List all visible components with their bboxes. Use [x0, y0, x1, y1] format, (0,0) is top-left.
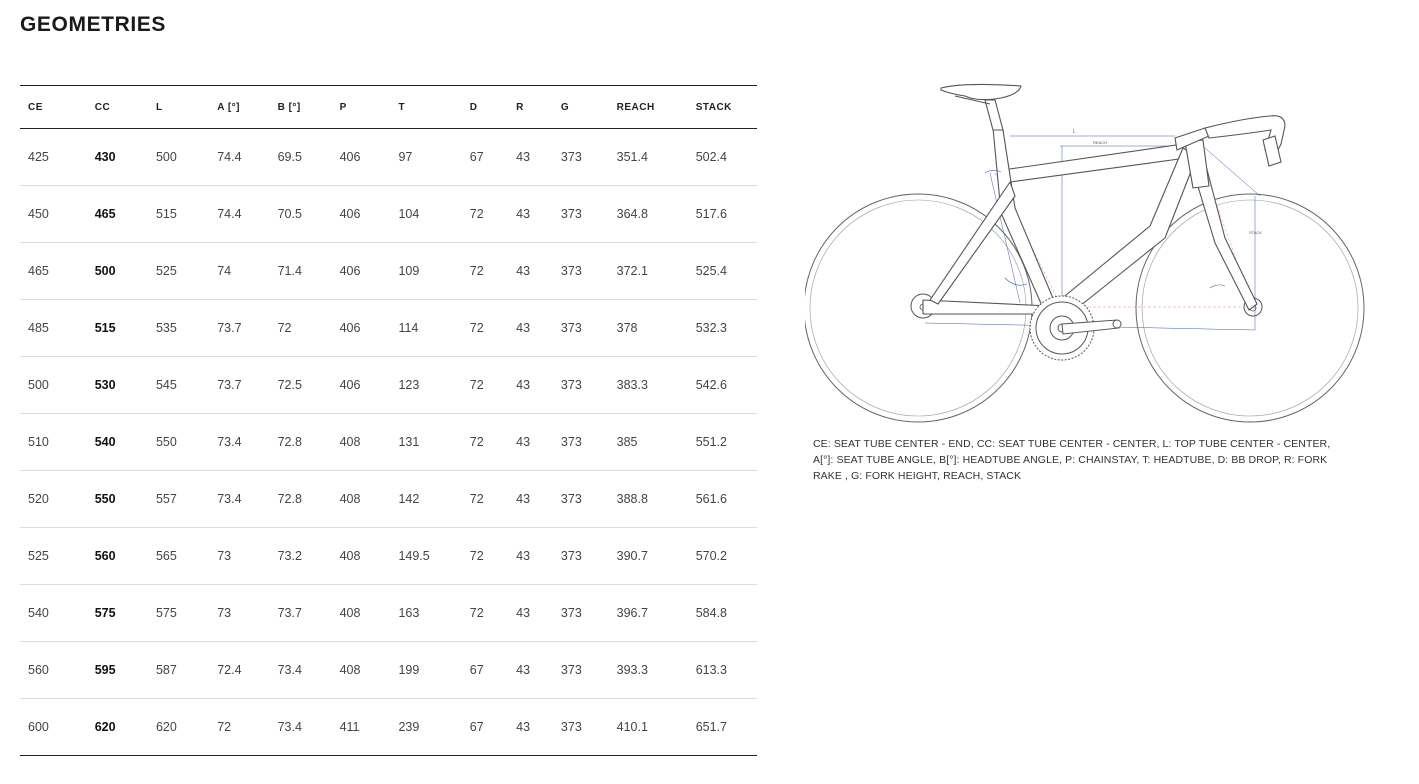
table-cell: 542.6	[695, 378, 727, 392]
table-cell: 43	[516, 492, 531, 506]
table-cell: 149.5	[398, 549, 430, 563]
table-cell: 406	[339, 207, 361, 221]
column-header: REACH	[616, 101, 655, 113]
table-cell: 584.8	[695, 606, 727, 620]
table-cell: 540	[28, 606, 49, 620]
table-cell: 535	[155, 321, 177, 335]
table-cell: 73.2	[277, 549, 302, 563]
table-cell: 408	[339, 606, 361, 620]
table-cell: 525.4	[695, 264, 727, 278]
table-cell: 485	[28, 321, 49, 335]
table-cell: 500	[155, 150, 177, 164]
column-header: D	[469, 101, 478, 113]
table-row	[20, 699, 757, 756]
geometry-legend: CE: SEAT TUBE CENTER - END, CC: SEAT TUBE CENTER - CENTER, L: TOP TUBE CENTER - CENTER, A[°]: SEAT TUBE ANGLE, B[°]: HEADTUBE ANGLE, P: CHAINSTAY, T: HEADTUBE, D: BB DROP, R: FORK RAKE , G: FORK HEIGHT, REACH, STACK	[813, 438, 1331, 482]
table-cell: 430	[94, 150, 116, 164]
table-cell: 131	[398, 435, 420, 449]
table-row	[20, 642, 757, 699]
table-cell: 550	[155, 435, 177, 449]
table-row	[20, 243, 757, 300]
table-cell: 72.8	[277, 435, 302, 449]
table-cell: 510	[28, 435, 49, 449]
page-title: GEOMETRIES	[20, 13, 167, 36]
table-cell: 595	[94, 663, 116, 677]
table-cell: 408	[339, 492, 361, 506]
table-cell: 104	[398, 207, 420, 221]
table-cell: 560	[28, 663, 49, 677]
table-cell: 587	[155, 663, 177, 677]
table-cell: 43	[516, 606, 531, 620]
table-cell: 97	[398, 150, 413, 164]
column-header: L	[155, 101, 163, 113]
table-cell: 73	[217, 606, 232, 620]
geometry-table-header	[20, 86, 757, 129]
table-cell: 372.1	[616, 264, 648, 278]
column-header: CC	[94, 101, 111, 113]
table-cell: 520	[28, 492, 49, 506]
table-row	[20, 585, 757, 642]
table-cell: 72.5	[277, 378, 302, 392]
table-cell: 561.6	[695, 492, 727, 506]
table-cell: 72	[217, 720, 232, 734]
table-cell: 73.4	[277, 720, 302, 734]
table-cell: 43	[516, 663, 531, 677]
table-cell: 373	[560, 378, 582, 392]
table-cell: 393.3	[616, 663, 648, 677]
table-cell: 74	[217, 264, 232, 278]
table-cell: 551.2	[695, 435, 727, 449]
table-cell: 74.4	[217, 150, 242, 164]
table-cell: 163	[398, 606, 420, 620]
table-cell: 411	[339, 720, 360, 734]
table-cell: 465	[28, 264, 49, 278]
column-header: T	[398, 101, 406, 113]
table-cell: 545	[155, 378, 177, 392]
table-cell: 450	[28, 207, 49, 221]
table-cell: 239	[398, 720, 420, 734]
table-cell: 408	[339, 435, 361, 449]
table-cell: 43	[516, 549, 531, 563]
table-cell: 373	[560, 720, 582, 734]
table-cell: 373	[560, 207, 582, 221]
table-cell: 390.7	[616, 549, 648, 563]
table-cell: 72	[469, 264, 484, 278]
bike-frame	[923, 128, 1257, 314]
table-cell: 123	[398, 378, 420, 392]
table-row	[20, 528, 757, 585]
header-row	[20, 86, 757, 129]
table-row	[20, 300, 757, 357]
table-cell: 500	[94, 264, 116, 278]
table-cell: 72	[469, 378, 484, 392]
table-cell: 373	[560, 606, 582, 620]
table-cell: 373	[560, 663, 582, 677]
table-cell: 570.2	[695, 549, 727, 563]
table-cell: 43	[516, 150, 531, 164]
column-header: G	[560, 101, 570, 113]
table-cell: 406	[339, 264, 361, 278]
table-cell: 67	[469, 720, 484, 734]
table-cell: 43	[516, 720, 531, 734]
table-cell: 378	[616, 321, 638, 335]
table-cell: 406	[339, 150, 361, 164]
table-cell: 560	[94, 549, 116, 563]
seatpost-saddle	[941, 84, 1021, 130]
table-cell: 515	[155, 207, 177, 221]
geometry-table	[20, 85, 757, 756]
table-cell: 109	[398, 264, 420, 278]
table-cell: 502.4	[695, 150, 727, 164]
table-cell: 600	[28, 720, 49, 734]
table-cell: 69.5	[277, 150, 302, 164]
label-reach: REACH	[1093, 140, 1108, 145]
table-cell: 70.5	[277, 207, 302, 221]
table-cell: 43	[516, 264, 531, 278]
table-cell: 540	[94, 435, 116, 449]
table-cell: 575	[94, 606, 116, 620]
table-cell: 557	[155, 492, 177, 506]
column-header: CE	[28, 101, 43, 113]
table-cell: 43	[516, 207, 531, 221]
table-cell: 43	[516, 378, 531, 392]
table-row	[20, 357, 757, 414]
label-l: L	[1073, 129, 1076, 135]
table-cell: 465	[94, 207, 116, 221]
table-row	[20, 471, 757, 528]
table-cell: 408	[339, 663, 361, 677]
table-cell: 72.4	[217, 663, 242, 677]
table-cell: 373	[560, 492, 582, 506]
table-cell: 385	[616, 435, 638, 449]
table-cell: 74.4	[217, 207, 242, 221]
table-cell: 388.8	[616, 492, 648, 506]
table-cell: 72	[469, 492, 484, 506]
table-cell: 575	[155, 606, 177, 620]
table-cell: 73	[217, 549, 232, 563]
table-cell: 73.7	[217, 378, 242, 392]
table-cell: 620	[94, 720, 116, 734]
label-stack: STACK	[1249, 230, 1263, 235]
table-cell: 383.3	[616, 378, 648, 392]
table-cell: 73.4	[217, 492, 242, 506]
table-cell: 43	[516, 435, 531, 449]
table-cell: 72	[469, 549, 484, 563]
table-cell: 71.4	[277, 264, 302, 278]
table-cell: 517.6	[695, 207, 727, 221]
table-cell: 373	[560, 264, 582, 278]
table-cell: 142	[398, 492, 420, 506]
column-header: B [°]	[277, 101, 301, 113]
table-cell: 72.8	[277, 492, 302, 506]
table-cell: 613.3	[695, 663, 727, 677]
table-cell: 425	[28, 150, 49, 164]
table-cell: 620	[155, 720, 177, 734]
table-cell: 73.7	[277, 606, 302, 620]
table-cell: 410.1	[616, 720, 648, 734]
table-cell: 651.7	[695, 720, 727, 734]
table-cell: 72	[469, 321, 484, 335]
table-cell: 373	[560, 549, 582, 563]
table-cell: 114	[398, 321, 419, 335]
table-cell: 351.4	[616, 150, 648, 164]
table-cell: 396.7	[616, 606, 648, 620]
table-cell: 67	[469, 663, 484, 677]
table-cell: 373	[560, 435, 582, 449]
table-cell: 500	[28, 378, 49, 392]
column-header: R	[516, 101, 524, 113]
column-header: STACK	[695, 101, 732, 113]
table-cell: 72	[469, 606, 484, 620]
table-cell: 406	[339, 321, 361, 335]
table-cell: 364.8	[616, 207, 648, 221]
table-cell: 72	[469, 207, 484, 221]
table-cell: 73.7	[217, 321, 242, 335]
table-cell: 408	[339, 549, 361, 563]
table-cell: 565	[155, 549, 177, 563]
table-cell: 515	[94, 321, 116, 335]
table-cell: 530	[94, 378, 116, 392]
table-row	[20, 414, 757, 471]
table-cell: 43	[516, 321, 531, 335]
table-cell: 525	[155, 264, 177, 278]
crankset	[1030, 296, 1121, 360]
table-cell: 199	[398, 663, 420, 677]
table-cell: 73.4	[217, 435, 242, 449]
column-header: P	[339, 101, 347, 113]
table-row	[20, 129, 757, 186]
table-cell: 406	[339, 378, 361, 392]
column-header: A [°]	[217, 101, 240, 113]
table-cell: 532.3	[695, 321, 727, 335]
table-cell: 550	[94, 492, 116, 506]
table-cell: 525	[28, 549, 49, 563]
table-cell: 72	[469, 435, 484, 449]
table-row	[20, 186, 757, 243]
table-cell: 73.4	[277, 663, 302, 677]
geometry-table-body	[20, 129, 757, 756]
bike-geometry-diagram	[805, 78, 1370, 428]
table-cell: 67	[469, 150, 484, 164]
table-cell: 373	[560, 321, 582, 335]
table-cell: 373	[560, 150, 582, 164]
table-cell: 72	[277, 321, 292, 335]
